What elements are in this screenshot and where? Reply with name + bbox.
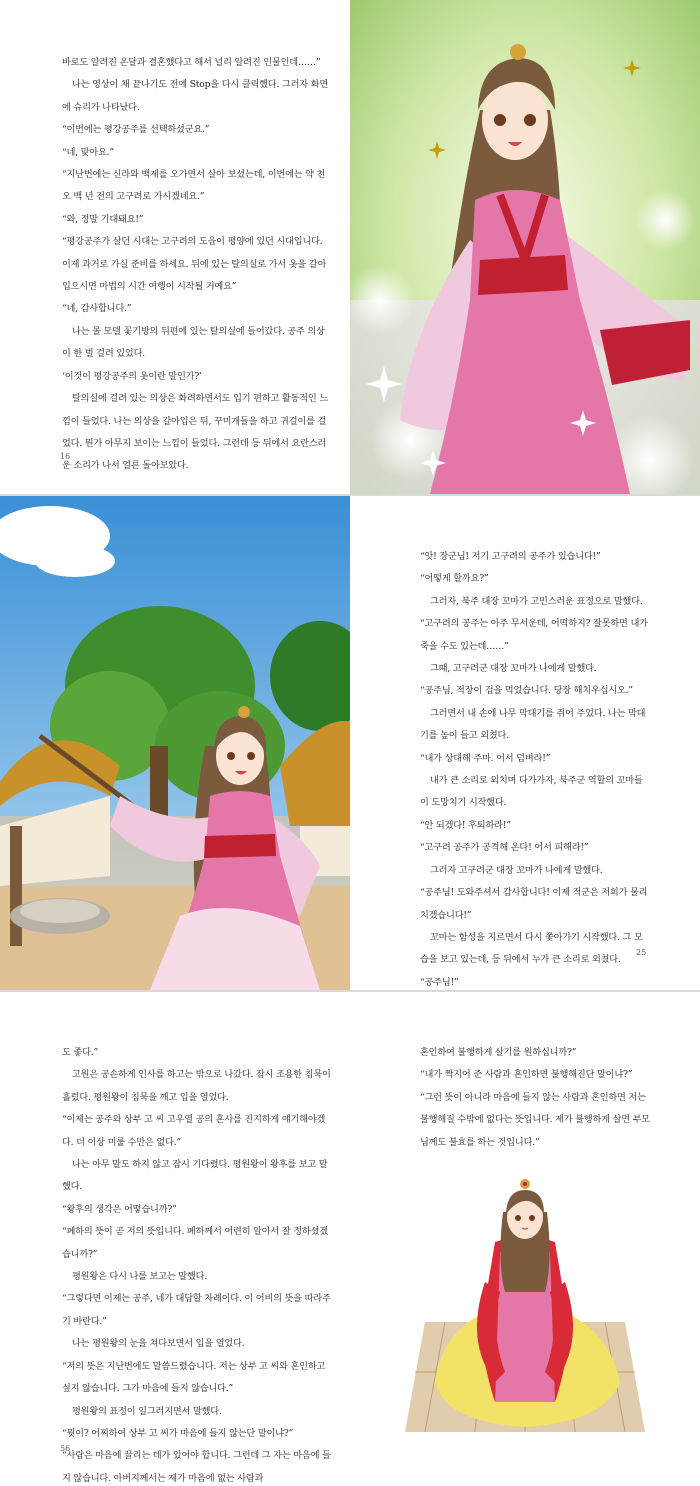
paragraph: 그러자, 북주 대장 꼬마가 고민스러운 표정으로 말했다. <box>430 595 643 607</box>
page-57-text <box>420 1042 650 1154</box>
paragraph: “그런 뜻이 아니라 마음에 들지 않는 사람과 혼인하면 저는 불행해질 수밖에 없다는 뜻입니다. 제가 불행하게 살면 부모님께도 불효를 하는 것입니다.” <box>420 1091 650 1148</box>
paragraph: 평원왕의 표정이 일그러지면서 말했다. <box>72 1405 222 1417</box>
spread-3 <box>0 992 700 1486</box>
paragraph: “왕후의 생각은 어떻습니까?” <box>62 1203 177 1215</box>
paragraph: 나는 아무 말도 하지 않고 잠시 기다렸다. 평원왕이 왕후를 보고 말했다. <box>62 1159 328 1193</box>
paragraph: “사람은 마음에 끌리는 데가 있어야 합니다. 그런데 그 자는 마음에 들지 않습니다. 아버지께서는 제가 마음에 없는 사람과 <box>62 1450 331 1484</box>
paragraph: 내가 큰 소리로 외치며 다가가자, 북주군 역할의 꼬마들이 도망치기 시작했다. <box>420 775 643 809</box>
paragraph: ‘이것이 평강공주의 옷이란 말인가?’ <box>62 370 202 382</box>
paragraph: 그러면서 내 손에 나무 막대기를 쥐어 주었다. 나는 막대기를 높이 들고 외쳤다. <box>420 707 646 742</box>
paragraph: 나는 영상이 채 끝나기도 전에 Stop을 다시 클릭했다. 그러자 화면에 슈리가 나타났다. <box>62 79 329 113</box>
paragraph: “공주님, 적장이 겁을 먹었습니다. 당장 해치우십시오.” <box>420 685 633 697</box>
spread-2 <box>0 496 700 990</box>
princess-illustration <box>350 0 700 494</box>
paragraph: “지난번에는 신라와 백제를 오가면서 살아 보셨는데, 이번에는 약 천오 백 년 전의 고구려로 가시겠네요.” <box>62 169 326 203</box>
paragraph: 나는 몰 모델 꽃기방의 뒤편에 있는 탈의실에 들어갔다. 공주 의상이 한 벌 걸려 있었다. <box>62 325 325 360</box>
paragraph: “그렇다면 이제는 공주, 네가 대답할 차례이다. 이 어비의 뜻을 따라주기 바란다.” <box>62 1293 331 1327</box>
paragraph: “네, 맞아요.” <box>62 146 114 158</box>
page-25-text <box>420 546 650 990</box>
page-16-text <box>62 52 330 478</box>
paragraph: “내가 짝지어 준 사람과 혼인하면 불행해진단 말이냐?” <box>420 1069 633 1081</box>
paragraph: 탈의실에 걸려 있는 의상은 화려하면서도 입기 편하고 활동적인 느낌이 들었다. 나는 의상을 갈아입은 뒤, 꾸미개들을 하고 귀걸이를 걸었다. 뭔가 아무지 보이는 느낌이 들었다. 그런데 등 뒤에서 요란스러운 소리가 나서 얼른 돌아보았다. <box>62 393 328 472</box>
paragraph: “이제는 공주와 상부 고 씨 고우열 공의 혼사를 진지하게 얘기해야겠다. 더 이상 미룰 수만은 없다.” <box>62 1114 326 1148</box>
paragraph: “이번에는 평강공주를 선택하셨군요.” <box>62 124 210 136</box>
page-number: 56 <box>60 1444 71 1453</box>
paragraph: 그러자 고구려군 대장 꼬마가 나에게 말했다. <box>430 864 603 876</box>
page-number: 25 <box>636 948 647 957</box>
paragraph: 혼인하여 불행하게 살기를 원하십니까?” <box>420 1047 577 1058</box>
page-number: 16 <box>60 452 71 461</box>
paragraph: “와, 정말 기대돼요!” <box>62 213 144 225</box>
paragraph: “저의 뜻은 지난번에도 말씀드렸습니다. 저는 상부 고 씨와 혼인하고 싶지 않습니다. 그가 마음에 들지 않습니다.” <box>62 1360 326 1395</box>
paragraph: “네, 감사합니다.” <box>62 303 132 315</box>
princess-with-stick-illustration <box>0 496 350 990</box>
spread-1 <box>0 0 700 494</box>
paragraph: 꼬마는 함성을 지르면서 다시 쫓아가기 시작했다. 그 모습을 보고 있는데, 등 뒤에서 누가 큰 소리로 외쳤다. <box>420 931 643 966</box>
paragraph: 평원왕은 다시 나를 보고는 말했다. <box>72 1271 208 1283</box>
paragraph: “평강공주가 살던 시대는 고구려의 도읍이 평양에 있던 시대입니다. 이제 과거로 가실 준비를 하세요. 뒤에 있는 탈의실로 가서 옷을 갈아입으시면 마법의 시간 여행이 시작될 거예요” <box>62 236 327 293</box>
paragraph: 도 좋다.” <box>62 1047 98 1058</box>
paragraph: “공주님!” <box>420 976 459 988</box>
page-56-text <box>62 1042 332 1486</box>
paragraph: “고구려 공주가 공격해 온다! 어서 피해라!” <box>420 842 589 854</box>
paragraph: “뭣이? 어찌하여 상부 고 씨가 마음에 들지 않는단 말이냐?” <box>62 1427 294 1439</box>
paragraph: 나는 평원왕의 눈을 쳐다보면서 입을 열었다. <box>72 1338 245 1350</box>
paragraph: “앗! 장군님! 저기 고구려의 공주가 있습니다!” <box>420 551 601 562</box>
paragraph: “안 되겠다! 후퇴하라!” <box>420 819 511 831</box>
seated-princess-illustration <box>405 1172 645 1442</box>
paragraph: 그때, 고구려군 대장 꼬마가 나에게 말했다. <box>430 663 597 675</box>
paragraph: 바로도 알려진 온달과 결혼했다고 해서 널리 알려진 인물인데……” <box>62 57 321 68</box>
paragraph: “공주님! 도와주셔서 감사합니다! 이제 적군은 저희가 물리치겠습니다!” <box>420 887 648 921</box>
paragraph: 고원은 공손하게 인사를 하고는 밖으로 나갔다. 잠시 조용한 침묵이 흘렀다. 평원왕이 침묵을 깨고 입을 열었다. <box>62 1069 331 1103</box>
paragraph: “고구려의 공주는 아주 무서운데, 어떡하지? 잘못하면 내가 죽을 수도 있는데……” <box>420 618 648 652</box>
paragraph: “어떻게 할까요?” <box>420 573 489 585</box>
paragraph: “내가 상대해 주마. 어서 덤벼라!” <box>420 752 551 764</box>
paragraph: “폐하의 뜻이 곧 저의 뜻입니다. 폐하께서 어련히 알아서 잘 정하셨겠습니까?” <box>62 1226 328 1260</box>
